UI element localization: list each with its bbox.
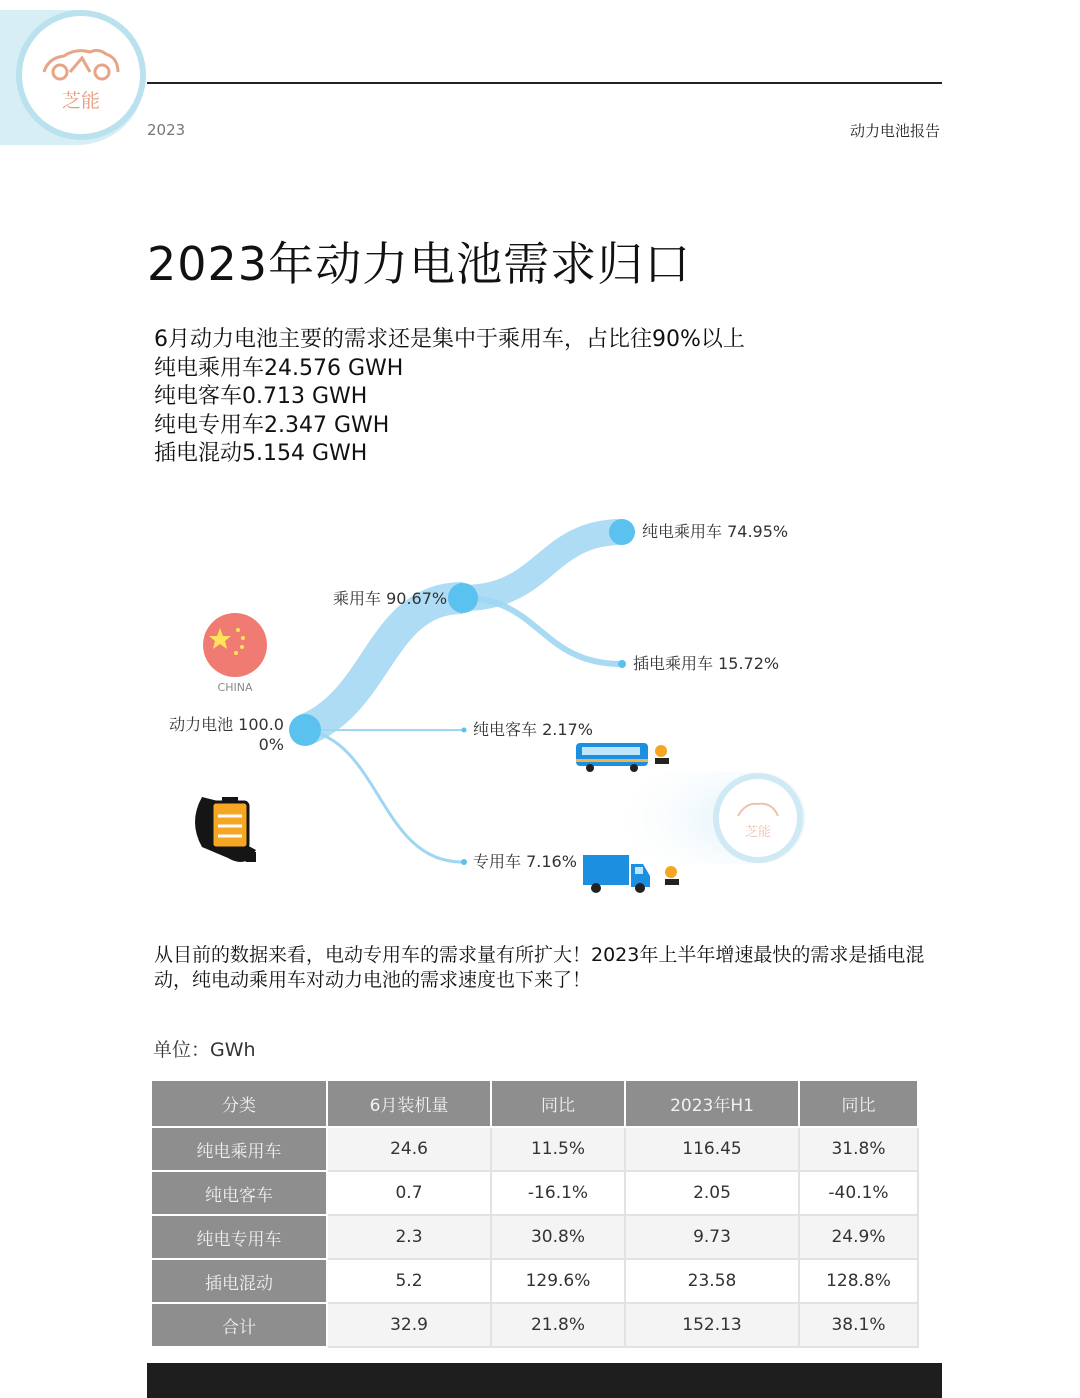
table-cell: 11.5%: [491, 1127, 625, 1171]
node-root: [289, 714, 321, 746]
table-cell: 129.6%: [491, 1259, 625, 1303]
table-row: [152, 1127, 918, 1171]
table-row: [152, 1259, 918, 1303]
table-header: 6月装机量: [327, 1081, 491, 1127]
table-cell: 5.2: [327, 1259, 491, 1303]
node-bus: [462, 728, 467, 733]
label-bus: 纯电客车 2.17%: [473, 720, 593, 739]
table-cell: 128.8%: [799, 1259, 918, 1303]
watermark-text: 芝能: [744, 825, 772, 840]
table-cell: 纯电专用车: [152, 1215, 327, 1259]
bus-icon: [576, 743, 648, 772]
car-logo-icon: [40, 46, 122, 82]
table-header-row: [152, 1081, 918, 1127]
table-header: 2023年H1: [625, 1081, 799, 1127]
bottom-bar: [147, 1363, 942, 1398]
label-passenger: 乘用车 90.67%: [333, 589, 448, 608]
intro-line: 纯电专用车2.347 GWH: [154, 412, 390, 438]
table-header: 分类: [152, 1081, 327, 1127]
table-header: 同比: [491, 1081, 625, 1127]
header-divider: [147, 82, 942, 84]
node-bev-passenger: [609, 519, 635, 545]
china-label: CHINA: [217, 681, 253, 694]
watermark-logo: [716, 776, 800, 860]
analysis-paragraph: 从目前的数据来看，电动专用车的需求量有所扩大！2023年上半年增速最快的需求是插电混动，纯电动乘用车对动力电池的需求速度也下来了！: [154, 944, 925, 991]
table-cell: 纯电乘用车: [152, 1127, 327, 1171]
table-row: [152, 1303, 918, 1347]
node-phev-passenger: [618, 660, 626, 668]
table-row: [152, 1171, 918, 1215]
label-root-line2: 0%: [258, 735, 284, 754]
battery-person-icon: [655, 745, 669, 764]
table-cell: 24.9%: [799, 1215, 918, 1259]
intro-text: [154, 326, 745, 469]
table-cell: 合计: [152, 1303, 327, 1347]
battery-wrench-icon: [195, 797, 256, 862]
node-passenger: [448, 583, 478, 613]
intro-line: 纯电乘用车24.576 GWH: [154, 355, 404, 381]
table-cell: 21.8%: [491, 1303, 625, 1347]
battery-person-icon: [665, 866, 679, 885]
flow-passenger: [305, 598, 463, 730]
table-cell: 116.45: [625, 1127, 799, 1171]
table-cell: 31.8%: [799, 1127, 918, 1171]
table-header: 同比: [799, 1081, 918, 1127]
table-cell: 2.3: [327, 1215, 491, 1259]
label-special: 专用车 7.16%: [473, 852, 577, 871]
intro-line: 插电混动5.154 GWH: [154, 441, 368, 466]
unit-label: 单位：GWh: [153, 1039, 256, 1061]
sankey-chart: [150, 500, 850, 920]
table-cell: 24.6: [327, 1127, 491, 1171]
table-cell: 0.7: [327, 1171, 491, 1215]
table-row: [152, 1215, 918, 1259]
truck-icon: [583, 855, 650, 893]
table-cell: -16.1%: [491, 1171, 625, 1215]
intro-line: 纯电客车0.713 GWH: [154, 384, 368, 409]
table-cell: 9.73: [625, 1215, 799, 1259]
table-cell: 纯电客车: [152, 1171, 327, 1215]
page-title: 2023年动力电池需求归口: [147, 237, 692, 291]
label-bev-passenger: 纯电乘用车 74.95%: [642, 522, 789, 541]
table-cell: 插电混动: [152, 1259, 327, 1303]
table-cell: 152.13: [625, 1303, 799, 1347]
header-report-title: 动力电池报告: [849, 122, 940, 140]
brand-logo: [22, 16, 140, 134]
table-cell: 30.8%: [491, 1215, 625, 1259]
table-cell: -40.1%: [799, 1171, 918, 1215]
table-cell: 23.58: [625, 1259, 799, 1303]
flow-bev-passenger: [463, 532, 622, 598]
table-cell: 2.05: [625, 1171, 799, 1215]
table-cell: 32.9: [327, 1303, 491, 1347]
node-special: [461, 859, 467, 865]
battery-demand-table: [152, 1081, 919, 1348]
table-cell: 38.1%: [799, 1303, 918, 1347]
label-root-line1: 动力电池 100.0: [169, 715, 284, 734]
flow-special: [305, 730, 462, 862]
header-year: 2023: [147, 121, 186, 139]
label-phev-passenger: 插电乘用车 15.72%: [633, 654, 780, 673]
logo-text: 芝能: [61, 90, 100, 112]
intro-line: 6月动力电池主要的需求还是集中于乘用车，占比往90%以上: [154, 327, 745, 352]
china-flag-icon: [203, 613, 267, 677]
